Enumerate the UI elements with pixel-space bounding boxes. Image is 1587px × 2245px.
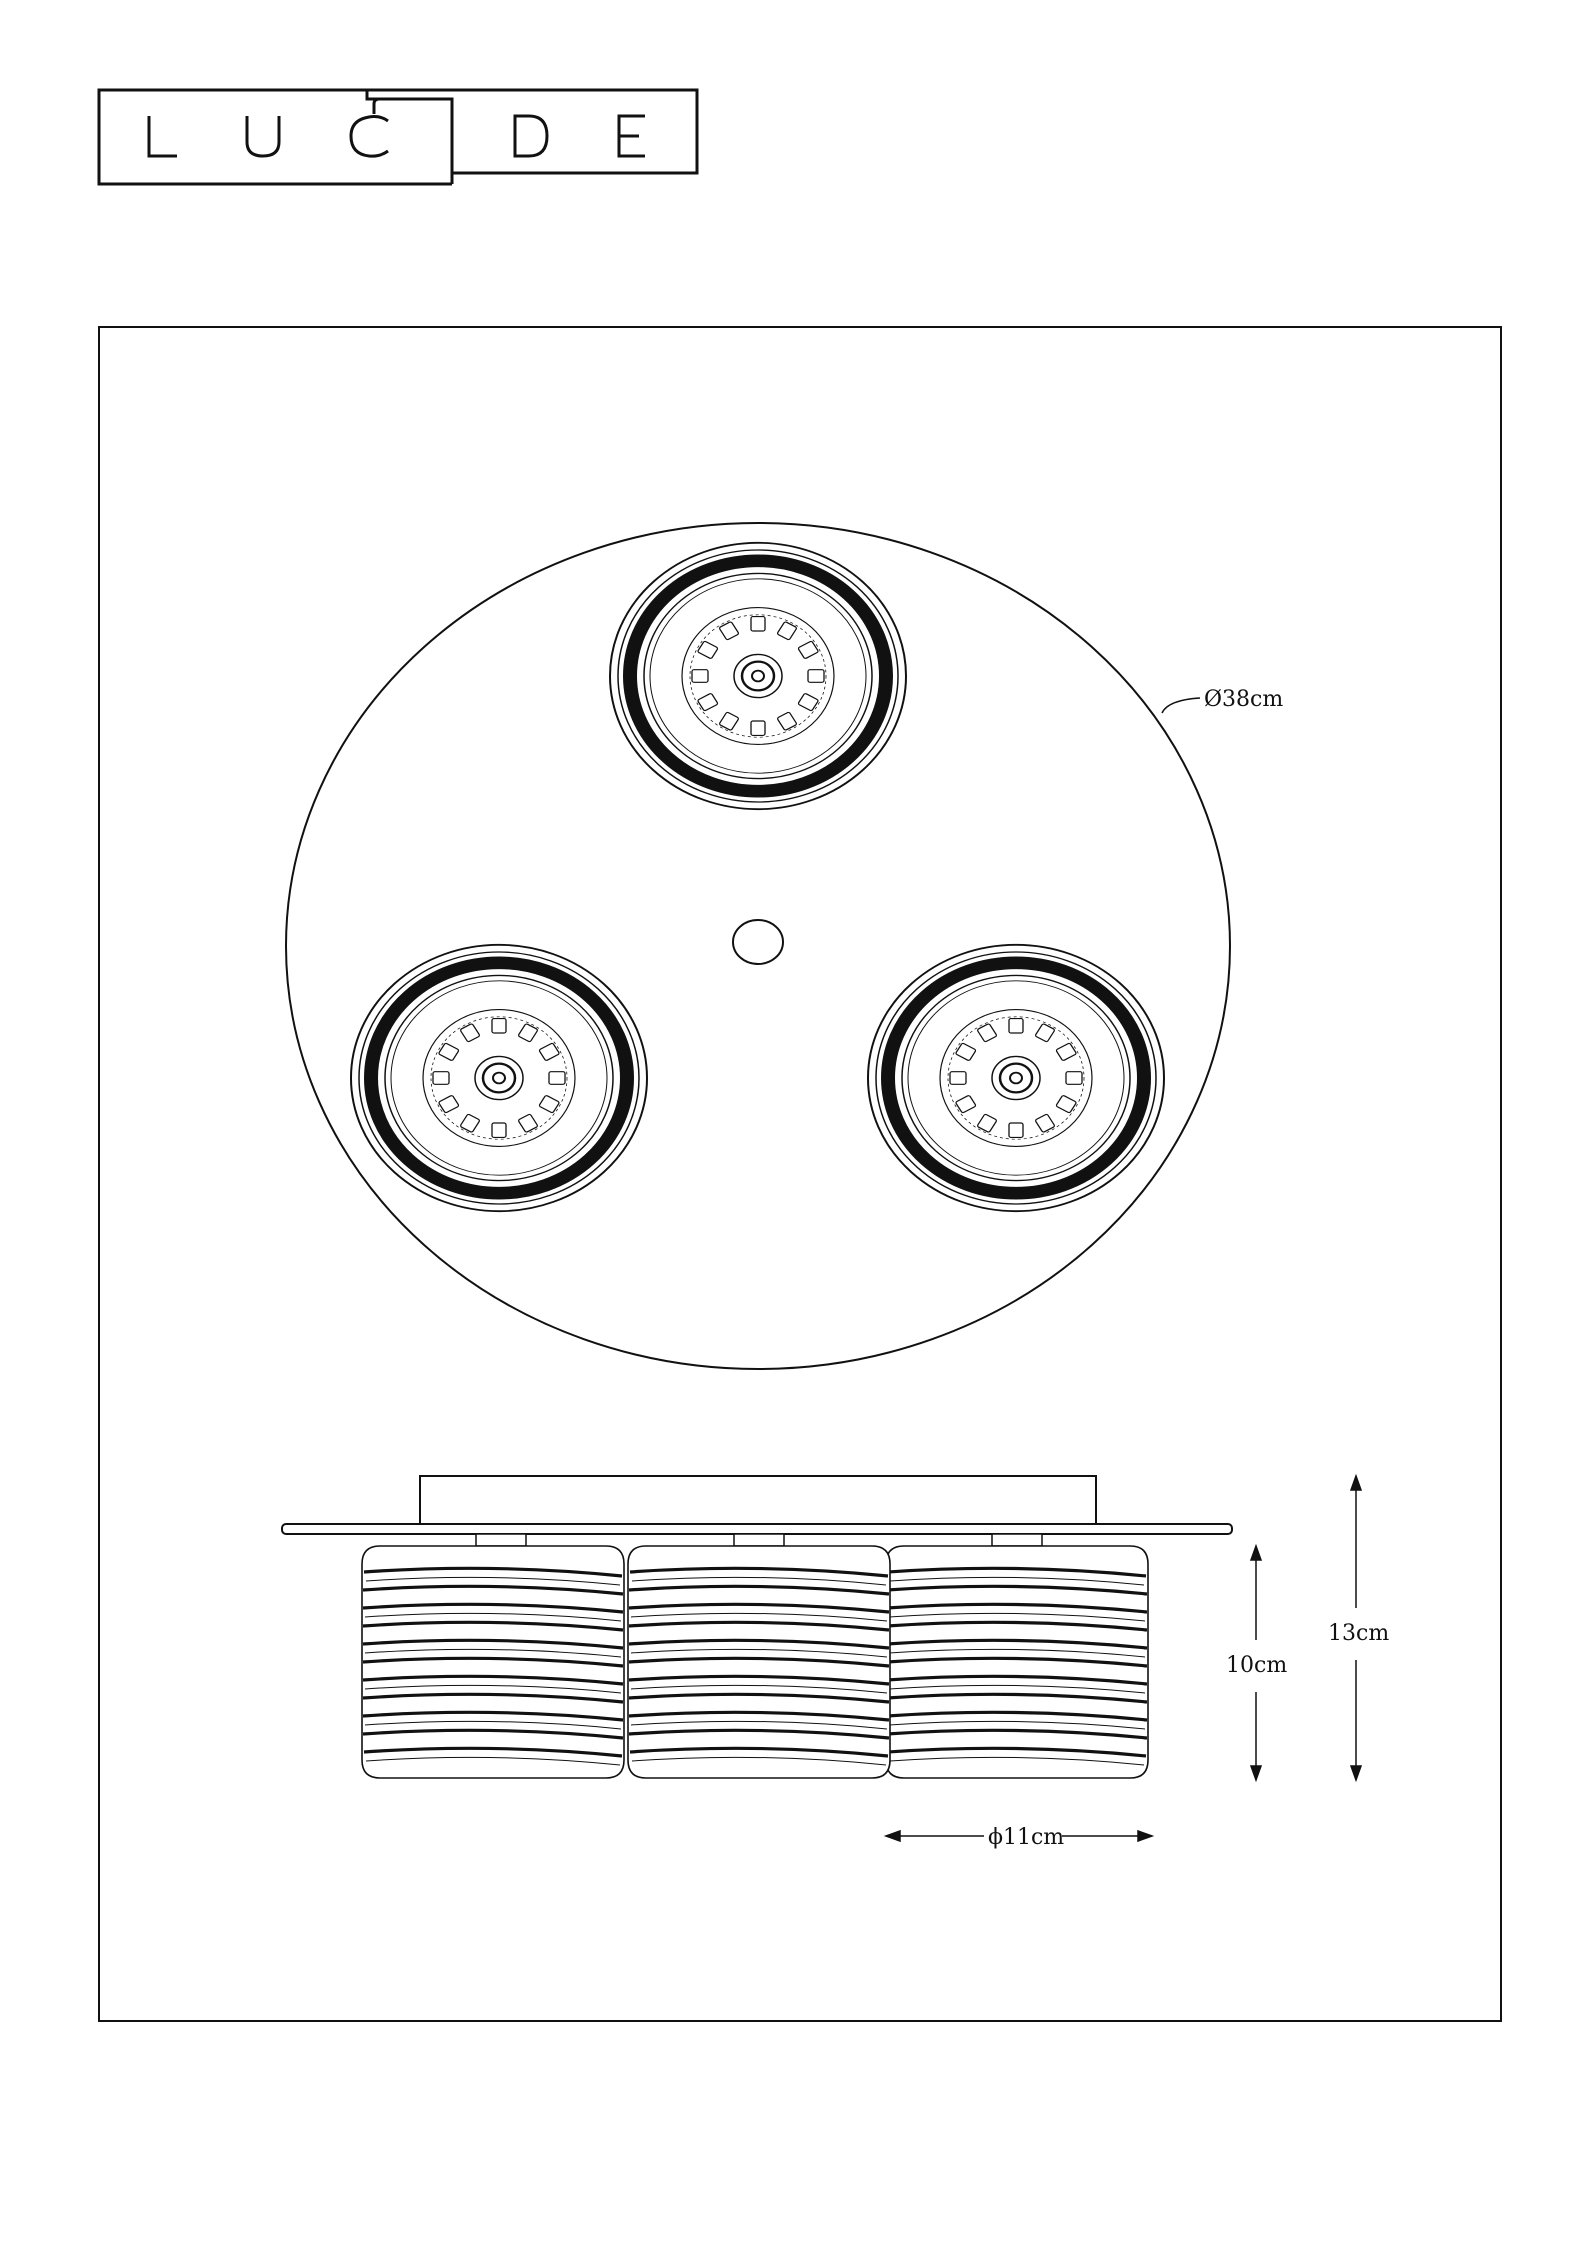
socket-right xyxy=(992,1534,1042,1546)
socket-left xyxy=(476,1534,526,1546)
spotlight-right xyxy=(868,945,1164,1211)
top-view xyxy=(286,523,1283,1369)
shade-middle xyxy=(628,1546,890,1778)
plate-side xyxy=(282,1524,1232,1534)
center-screw xyxy=(733,920,783,964)
spotlight-top xyxy=(610,543,906,809)
plate-diameter-leader xyxy=(1162,698,1200,713)
plate-diameter-label: Ø38cm xyxy=(1204,687,1284,712)
shade-left xyxy=(362,1546,624,1778)
spotlight-left xyxy=(351,945,647,1211)
shade-height-label: 10cm xyxy=(1226,1653,1288,1678)
socket-middle xyxy=(734,1534,784,1546)
total-height-label: 13cm xyxy=(1328,1621,1390,1646)
shade-right xyxy=(886,1546,1148,1778)
side-view xyxy=(282,1476,1389,1850)
shade-diameter-label: ϕ11cm xyxy=(988,1825,1065,1850)
canopy xyxy=(420,1476,1096,1526)
